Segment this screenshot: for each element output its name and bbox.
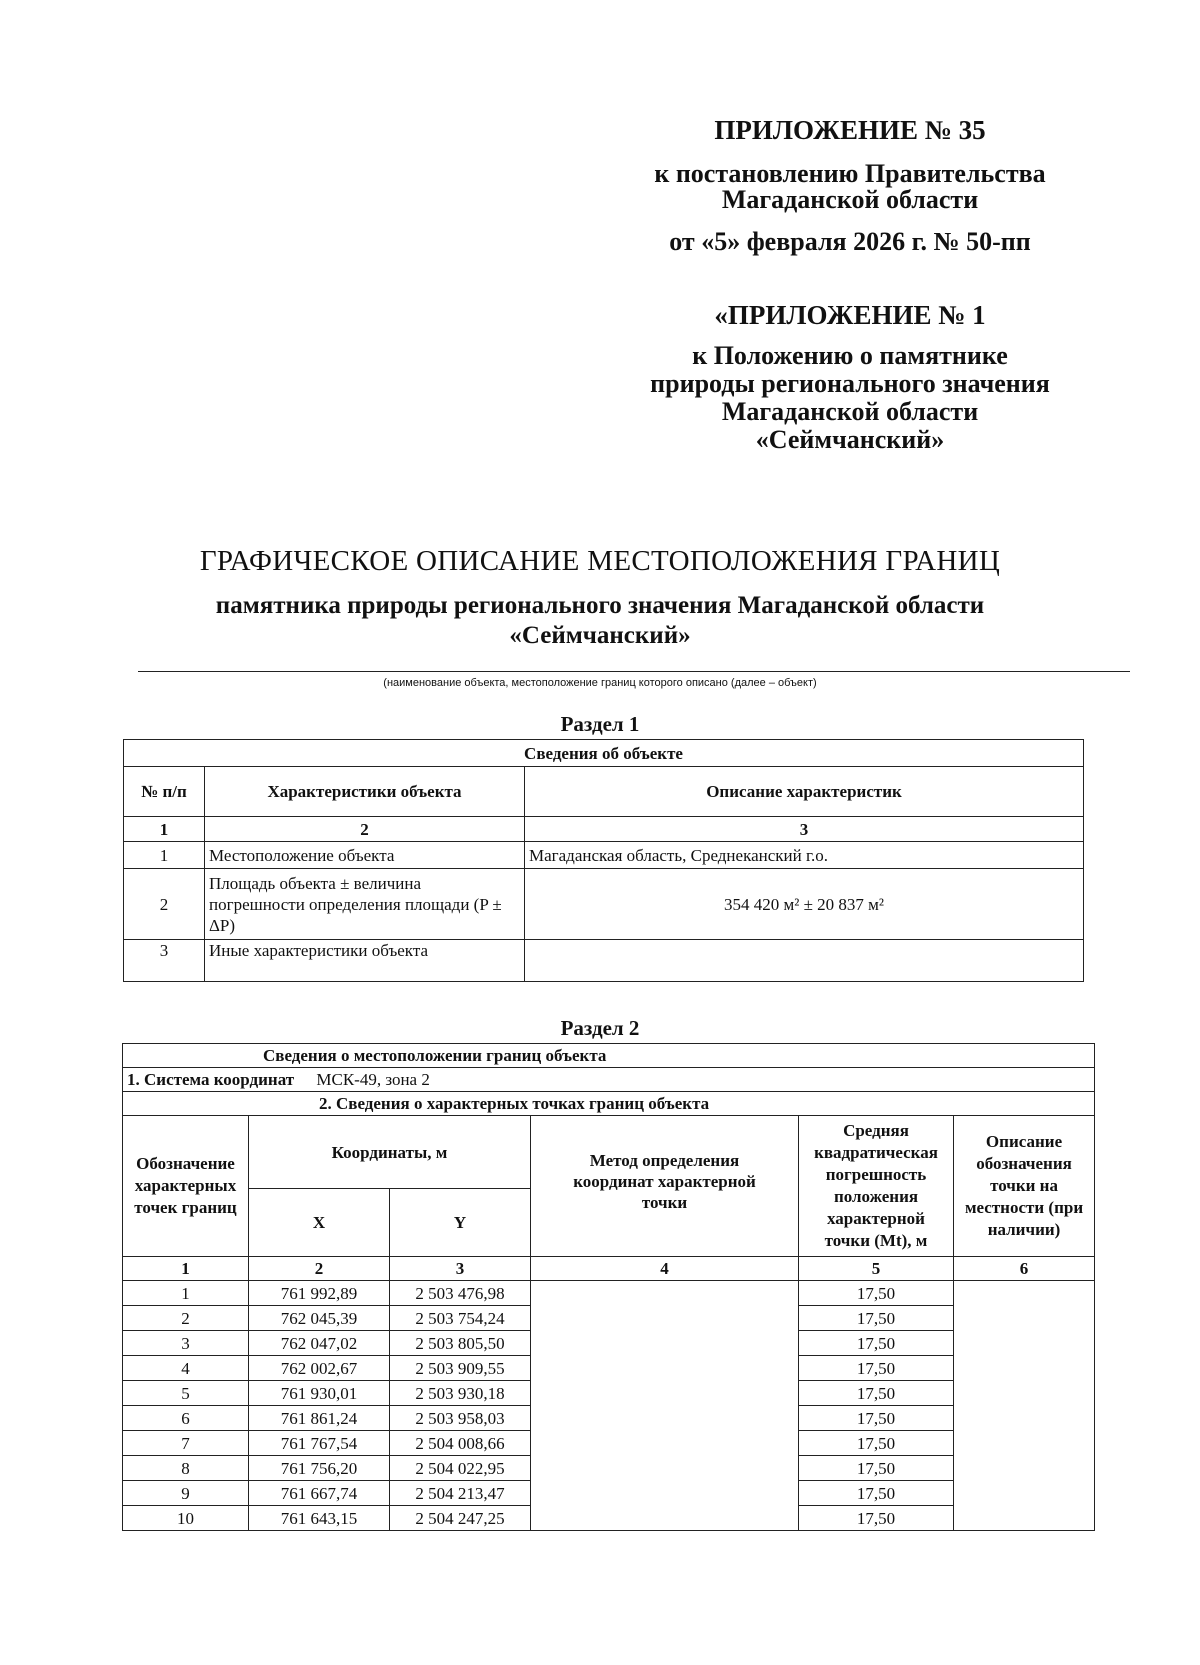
row-number: 2: [124, 869, 205, 940]
col-header-coordinates: Координаты, м: [249, 1116, 531, 1189]
col-header-point: Обозначение характерных точек границ: [123, 1116, 249, 1257]
point-y: 2 504 247,25: [390, 1506, 531, 1531]
regulation-name: «Сеймчанский»: [755, 425, 945, 454]
point-error: 17,50: [799, 1481, 954, 1506]
title-caption: (наименование объекта, местоположение границ которого описано (далее – объект): [383, 677, 817, 689]
point-error: 17,50: [799, 1331, 954, 1356]
point-y: 2 504 213,47: [390, 1481, 531, 1506]
col-header-point-description: Описание обозначения точки на местности (при наличии): [954, 1116, 1095, 1257]
point-y: 2 503 476,98: [390, 1281, 531, 1306]
point-x: 761 643,15: [249, 1506, 390, 1531]
row-description: [525, 940, 1084, 982]
point-error: 17,50: [799, 1456, 954, 1481]
point-number: 3: [123, 1331, 249, 1356]
point-error: 17,50: [799, 1406, 954, 1431]
regulation-reference: к Положению о памятнике: [692, 341, 1008, 370]
col-header-y: Y: [390, 1189, 531, 1257]
col-header-characteristics: Характеристики объекта: [205, 767, 525, 817]
points-title: 2. Сведения о характерных точках границ объекта: [123, 1092, 1095, 1116]
object-name-line: памятника природы регионального значения Магаданской области: [215, 592, 985, 619]
point-x: 761 667,74: [249, 1481, 390, 1506]
column-index: 1: [124, 817, 205, 842]
appendix-number: ПРИЛОЖЕНИЕ № 35: [714, 115, 986, 145]
point-y: 2 504 008,66: [390, 1431, 531, 1456]
point-x: 761 930,01: [249, 1381, 390, 1406]
object-name-quoted: «Сеймчанский»: [509, 622, 691, 649]
point-number: 7: [123, 1431, 249, 1456]
column-index: 3: [525, 817, 1084, 842]
regulation-nature: природы регионального значения: [650, 369, 1050, 398]
table-row: [124, 842, 1084, 869]
point-y: 2 503 909,55: [390, 1356, 531, 1381]
point-x: 761 756,20: [249, 1456, 390, 1481]
row-number: 1: [124, 842, 205, 869]
point-error: 17,50: [799, 1356, 954, 1381]
col-header-x: X: [249, 1189, 390, 1257]
point-x: 761 861,24: [249, 1406, 390, 1431]
point-number: 4: [123, 1356, 249, 1381]
point-number: 2: [123, 1306, 249, 1331]
point-error: 17,50: [799, 1431, 954, 1456]
row-description: Магаданская область, Среднеканский г.о.: [525, 842, 1084, 869]
table-row: [123, 1281, 1095, 1306]
column-index: 2: [205, 817, 525, 842]
column-index: 5: [799, 1257, 954, 1281]
point-x: 761 767,54: [249, 1431, 390, 1456]
col-header-error: Средняя квадратическая погрешность положения характерной точки (Mt), м: [799, 1116, 954, 1257]
point-error: 17,50: [799, 1306, 954, 1331]
point-error: 17,50: [799, 1281, 954, 1306]
row-number: 3: [124, 940, 205, 982]
point-y: 2 503 805,50: [390, 1331, 531, 1356]
point-x: 762 002,67: [249, 1356, 390, 1381]
col-header-description: Описание характеристик: [525, 767, 1084, 817]
point-x: 762 047,02: [249, 1331, 390, 1356]
column-index: 4: [531, 1257, 799, 1281]
decree-reference: к постановлению Правительства: [654, 159, 1046, 188]
table-row: [124, 940, 1084, 982]
point-number: 6: [123, 1406, 249, 1431]
title-underline: [138, 671, 1130, 672]
point-x: 761 992,89: [249, 1281, 390, 1306]
regulation-region: Магаданской области: [721, 397, 979, 426]
boundary-points-table: [122, 1043, 1095, 1531]
column-index: 2: [249, 1257, 390, 1281]
object-info-table: [123, 739, 1084, 982]
method-cell: [531, 1281, 799, 1531]
coordinate-system-row: [123, 1068, 1095, 1092]
table-row: [124, 869, 1084, 940]
document-title: ГРАФИЧЕСКОЕ ОПИСАНИЕ МЕСТОПОЛОЖЕНИЯ ГРАНИЦ: [199, 545, 1001, 577]
point-y: 2 503 754,24: [390, 1306, 531, 1331]
point-number: 8: [123, 1456, 249, 1481]
point-number: 10: [123, 1506, 249, 1531]
point-y: 2 503 958,03: [390, 1406, 531, 1431]
row-characteristic: Местоположение объекта: [205, 842, 525, 869]
col-header-method: Метод определения координат характерной точки: [531, 1116, 799, 1257]
column-index: 1: [123, 1257, 249, 1281]
point-x: 762 045,39: [249, 1306, 390, 1331]
point-error: 17,50: [799, 1381, 954, 1406]
column-index: 6: [954, 1257, 1095, 1281]
col-header-number: № п/п: [124, 767, 205, 817]
point-description-cell: [954, 1281, 1095, 1531]
table-title: Сведения о местоположении границ объекта: [123, 1044, 1095, 1068]
section-1-heading: Раздел 1: [560, 712, 640, 736]
decree-region: Магаданской области: [721, 185, 979, 214]
point-number: 9: [123, 1481, 249, 1506]
row-characteristic: Площадь объекта ± величина погрешности определения площади (P ± ΔP): [205, 869, 525, 940]
section-2-heading: Раздел 2: [560, 1016, 640, 1040]
point-number: 5: [123, 1381, 249, 1406]
table-title: Сведения об объекте: [124, 740, 1084, 767]
point-y: 2 504 022,95: [390, 1456, 531, 1481]
appendix-1-number: «ПРИЛОЖЕНИЕ № 1: [714, 300, 986, 330]
row-characteristic: Иные характеристики объекта: [205, 940, 525, 982]
point-error: 17,50: [799, 1506, 954, 1531]
decree-date: от «5» февраля 2026 г. № 50-пп: [669, 227, 1031, 256]
coordinate-system-label: 1. Система координат: [127, 1070, 295, 1089]
point-number: 1: [123, 1281, 249, 1306]
point-y: 2 503 930,18: [390, 1381, 531, 1406]
row-description: 354 420 м² ± 20 837 м²: [525, 869, 1084, 940]
column-index: 3: [390, 1257, 531, 1281]
coordinate-system-value: МСК-49, зона 2: [316, 1070, 430, 1089]
